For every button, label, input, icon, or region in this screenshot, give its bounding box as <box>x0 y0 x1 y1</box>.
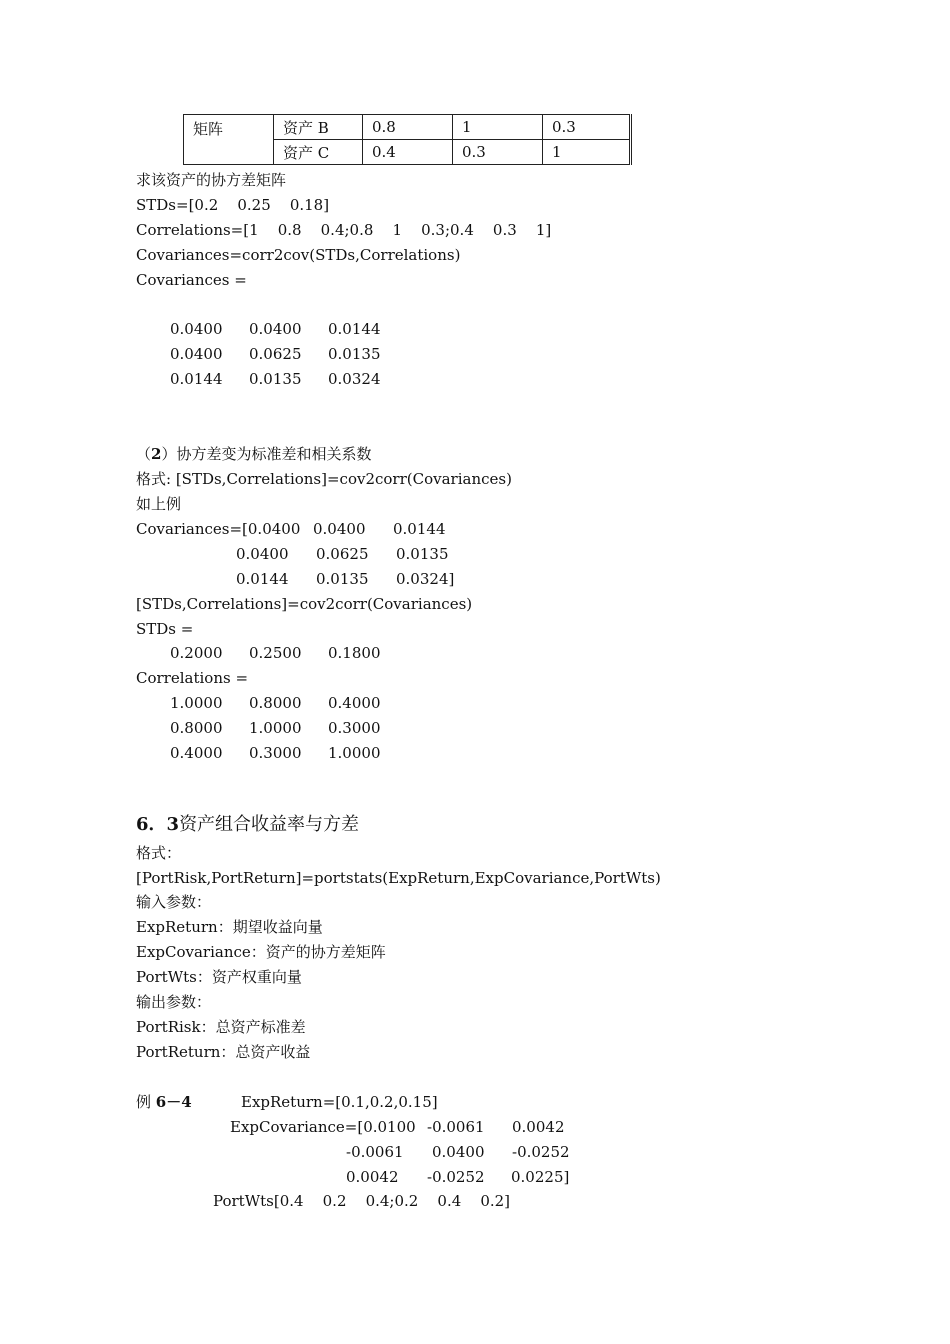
question-text: 求该资产的协方差矩阵 <box>136 171 287 189</box>
matrix-cell: Covariances=[0.0400 <box>136 520 301 538</box>
matrix-cell: 0.3000 <box>249 744 302 762</box>
table-cell: 矩阵 <box>184 115 274 165</box>
matrix-cell: -0.0252 <box>512 1143 570 1161</box>
matrix-cell: 0.0144 <box>236 570 289 588</box>
matrix-cell: 0.0625 <box>316 545 369 563</box>
matrix-cell: 0.2000 <box>170 644 223 662</box>
matrix-cell: 0.0400 <box>170 345 223 363</box>
matrix-cell: 0.1800 <box>328 644 381 662</box>
result-label: STDs = <box>136 620 194 638</box>
matrix-cell: 0.0135 <box>249 370 302 388</box>
matrix-cell: 0.0400 <box>249 320 302 338</box>
matrix-cell: -0.0252 <box>427 1168 485 1186</box>
correlation-table <box>183 114 632 165</box>
example-label <box>136 1092 192 1112</box>
code-line: PortWts[0.4 0.2 0.4;0.2 0.4 0.2] <box>213 1192 511 1210</box>
format-label: 格式： <box>136 844 182 862</box>
example-number: 6－4 <box>155 1093 192 1111</box>
format-line: 格式: [STDs,Correlations]=cov2corr(Covariances) <box>136 470 512 488</box>
example-prefix: 例 <box>136 1093 156 1111</box>
matrix-cell: 1.0000 <box>328 744 381 762</box>
result-label: Correlations = <box>136 669 249 687</box>
matrix-cell: 0.0400 <box>432 1143 485 1161</box>
output-label: 输出参数： <box>136 993 212 1011</box>
table-cell: 1 <box>453 115 543 140</box>
matrix-cell: 0.0135 <box>396 545 449 563</box>
param-line: PortWts：资产权重向量 <box>136 968 302 986</box>
matrix-cell: 0.2500 <box>249 644 302 662</box>
matrix-cell: 0.8000 <box>170 719 223 737</box>
table-cell: 0.3 <box>453 140 543 165</box>
param-line: PortRisk：总资产标准差 <box>136 1018 306 1036</box>
heading-number: 6．3 <box>136 814 180 835</box>
matrix-cell: 0.4000 <box>170 744 223 762</box>
matrix-cell: 0.0400 <box>313 520 366 538</box>
matrix-cell: 1.0000 <box>249 719 302 737</box>
code-line: ExpReturn=[0.1,0.2,0.15] <box>241 1093 438 1111</box>
title-paren: （ <box>136 445 152 463</box>
input-label: 输入参数： <box>136 893 212 911</box>
matrix-cell: 0.0144 <box>328 320 381 338</box>
matrix-cell: -0.0061 <box>427 1118 485 1136</box>
matrix-cell: 0.0144 <box>393 520 446 538</box>
section-heading <box>136 815 359 835</box>
matrix-cell: -0.0061 <box>346 1143 404 1161</box>
param-line: ExpCovariance：资产的协方差矩阵 <box>136 943 386 961</box>
matrix-cell: 0.0135 <box>328 345 381 363</box>
matrix-cell: 0.0225] <box>511 1168 570 1186</box>
table-cell: 资产 B <box>274 115 363 140</box>
code-line: [STDs,Correlations]=cov2corr(Covariances) <box>136 595 473 613</box>
table-cell: 1 <box>543 140 631 165</box>
matrix-cell: 0.0400 <box>236 545 289 563</box>
table-cell: 资产 C <box>274 140 363 165</box>
matrix-cell: 0.3000 <box>328 719 381 737</box>
code-line: STDs=[0.2 0.25 0.18] <box>136 196 330 214</box>
matrix-cell: ExpCovariance=[0.0100 <box>230 1118 416 1136</box>
matrix-cell: 0.0144 <box>170 370 223 388</box>
param-line: ExpReturn：期望收益向量 <box>136 918 323 936</box>
table-cell: 0.8 <box>363 115 453 140</box>
matrix-cell: 0.0400 <box>170 320 223 338</box>
title-number: 2 <box>151 445 162 463</box>
matrix-cell: 0.8000 <box>249 694 302 712</box>
example-label: 如上例 <box>136 495 182 513</box>
matrix-cell: 0.0135 <box>316 570 369 588</box>
param-line: PortReturn：总资产收益 <box>136 1043 311 1061</box>
table-cell: 0.4 <box>363 140 453 165</box>
matrix-cell: 0.0324] <box>396 570 455 588</box>
matrix-cell: 0.4000 <box>328 694 381 712</box>
code-line: Covariances=corr2cov(STDs,Correlations) <box>136 246 461 264</box>
code-line: [PortRisk,PortReturn]=portstats(ExpReturn,ExpCovariance,PortWts) <box>136 869 661 887</box>
table-cell: 0.3 <box>543 115 631 140</box>
matrix-cell: 0.0042 <box>346 1168 399 1186</box>
section-title <box>136 444 371 464</box>
matrix-cell: 0.0625 <box>249 345 302 363</box>
matrix-cell: 0.0042 <box>512 1118 565 1136</box>
table-row <box>184 115 631 140</box>
code-line: Correlations=[1 0.8 0.4;0.8 1 0.3;0.4 0.3 1] <box>136 221 552 239</box>
result-label: Covariances = <box>136 271 247 289</box>
matrix-cell: 1.0000 <box>170 694 223 712</box>
matrix-cell: 0.0324 <box>328 370 381 388</box>
title-text: ）协方差变为标准差和相关系数 <box>161 445 372 463</box>
heading-text: 资产组合收益率与方差 <box>179 814 360 835</box>
